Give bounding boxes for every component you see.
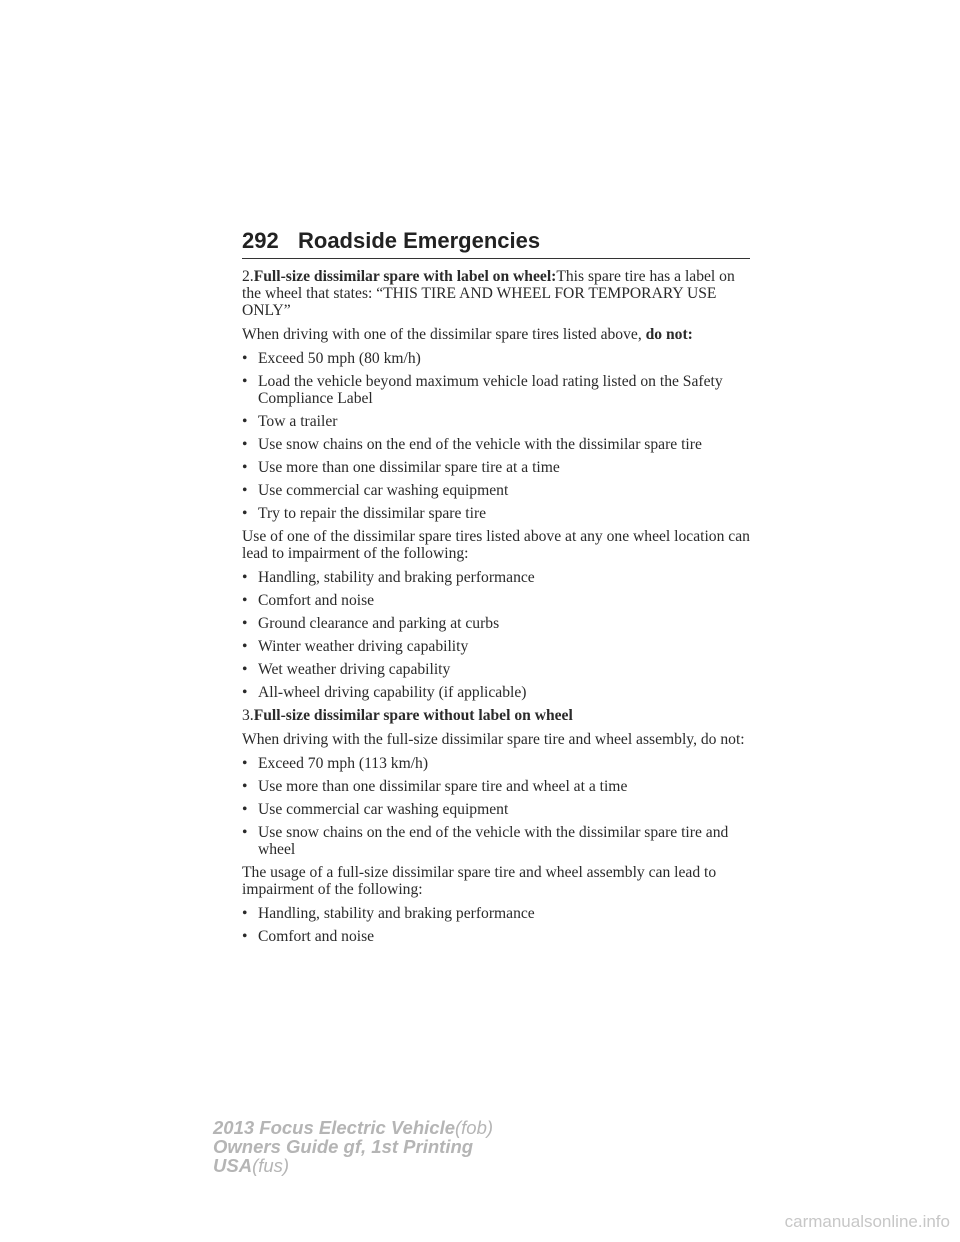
list-item-text: Handling, stability and braking performance: [258, 905, 535, 922]
page-content: [242, 268, 752, 951]
list-item-text: Winter weather driving capability: [258, 638, 469, 655]
list-item: [242, 350, 752, 367]
item-3-number: 3.: [242, 707, 254, 724]
footer-market-code: (fus): [252, 1155, 290, 1176]
item-2-heading: Full-size dissimilar spare with label on wheel:: [253, 268, 557, 285]
list-item-text: Use more than one dissimilar spare tire and wheel at a time: [258, 778, 628, 795]
paragraph-impairment: Use of one of the dissimilar spare tires listed above at any one wheel location can lead to impairment of the following:: [242, 528, 750, 562]
list-item: [242, 615, 752, 632]
bullet-icon: •: [242, 459, 248, 476]
list-item: [242, 592, 752, 609]
bullet-icon: •: [242, 373, 248, 390]
paragraph-do-not-bold: do not:: [645, 326, 693, 343]
footer-line-1: [213, 1118, 493, 1137]
page-header: [242, 228, 750, 259]
bullet-icon: •: [242, 684, 248, 701]
list-item: [242, 778, 752, 795]
bullet-icon: •: [242, 569, 248, 586]
list-item: [242, 436, 752, 453]
list-item: [242, 505, 752, 522]
list-item-text: Use commercial car washing equipment: [258, 801, 509, 818]
bullet-icon: •: [242, 350, 248, 367]
list-item: [242, 661, 752, 678]
list-item: [242, 638, 752, 655]
bullet-icon: •: [242, 928, 248, 945]
list-item-text: Ground clearance and parking at curbs: [258, 615, 500, 632]
footer-line-3: [213, 1156, 493, 1175]
bullet-icon: •: [242, 436, 248, 453]
bullet-icon: •: [242, 413, 248, 430]
footer-line-2: Owners Guide gf, 1st Printing: [213, 1136, 474, 1157]
bullet-icon: •: [242, 482, 248, 499]
item-3: [242, 707, 752, 724]
bullet-list: [242, 350, 752, 522]
bullet-icon: •: [242, 592, 248, 609]
bullet-icon: •: [242, 505, 248, 522]
list-item: [242, 928, 752, 945]
section-title: Roadside Emergencies: [298, 228, 541, 253]
bullet-icon: •: [242, 615, 248, 632]
paragraph-full-size-do-not: When driving with the full-size dissimilar spare tire and wheel assembly, do not:: [242, 731, 745, 748]
item-2-number: 2.: [242, 268, 254, 285]
footer-imprint: [213, 1118, 493, 1175]
list-item: [242, 413, 752, 430]
bullet-icon: •: [242, 801, 248, 818]
list-item-text: Use more than one dissimilar spare tire at a time: [258, 459, 560, 476]
list-item: [242, 824, 752, 858]
list-item: [242, 684, 752, 701]
paragraph-usage: The usage of a full-size dissimilar spare tire and wheel assembly can lead to impairment of the following:: [242, 864, 717, 898]
bullet-icon: •: [242, 755, 248, 772]
paragraph-do-not-text: When driving with one of the dissimilar spare tires listed above,: [242, 326, 642, 343]
list-item-text: Handling, stability and braking performance: [258, 569, 535, 586]
list-item: [242, 459, 752, 476]
watermark: carmanualsonline.info: [784, 1212, 950, 1231]
list-item-text: Load the vehicle beyond maximum vehicle load rating listed on the Safety Compliance Label: [258, 373, 723, 407]
footer-model: 2013 Focus Electric Vehicle: [213, 1117, 455, 1138]
list-item: [242, 482, 752, 499]
list-item-text: Use snow chains on the end of the vehicle with the dissimilar spare tire: [258, 436, 702, 453]
list-item-text: Exceed 70 mph (113 km/h): [258, 755, 429, 772]
bullet-list: [242, 569, 752, 701]
bullet-list: [242, 905, 752, 945]
footer-market: USA: [213, 1155, 253, 1176]
list-item: [242, 905, 752, 922]
bullet-icon: •: [242, 778, 248, 795]
list-item-text: Comfort and noise: [258, 592, 375, 609]
list-item: [242, 801, 752, 818]
paragraph-do-not: [242, 326, 752, 343]
list-item-text: Wet weather driving capability: [258, 661, 451, 678]
list-item-text: All-wheel driving capability (if applicable): [258, 684, 527, 701]
bullet-icon: •: [242, 638, 248, 655]
list-item: [242, 569, 752, 586]
list-item-text: Try to repair the dissimilar spare tire: [258, 505, 487, 522]
bullet-icon: •: [242, 661, 248, 678]
list-item: [242, 755, 752, 772]
list-item-text: Use snow chains on the end of the vehicle with the dissimilar spare tire and wheel: [258, 824, 729, 858]
list-item-text: Tow a trailer: [258, 413, 338, 430]
footer-model-code: (fob): [455, 1117, 494, 1138]
list-item-text: Exceed 50 mph (80 km/h): [258, 350, 421, 367]
bullet-icon: •: [242, 905, 248, 922]
bullet-icon: •: [242, 824, 248, 841]
item-2-text: This spare tire has a label on the wheel that states: “THIS TIRE AND WHEEL FOR TEMPORARY USE ONLY”: [242, 268, 735, 319]
list-item-text: Use commercial car washing equipment: [258, 482, 509, 499]
page-number: 292: [242, 228, 279, 253]
item-3-heading: Full-size dissimilar spare without label on wheel: [253, 707, 573, 724]
item-2: [242, 268, 752, 319]
bullet-list: [242, 755, 752, 858]
list-item: [242, 373, 752, 407]
list-item-text: Comfort and noise: [258, 928, 375, 945]
